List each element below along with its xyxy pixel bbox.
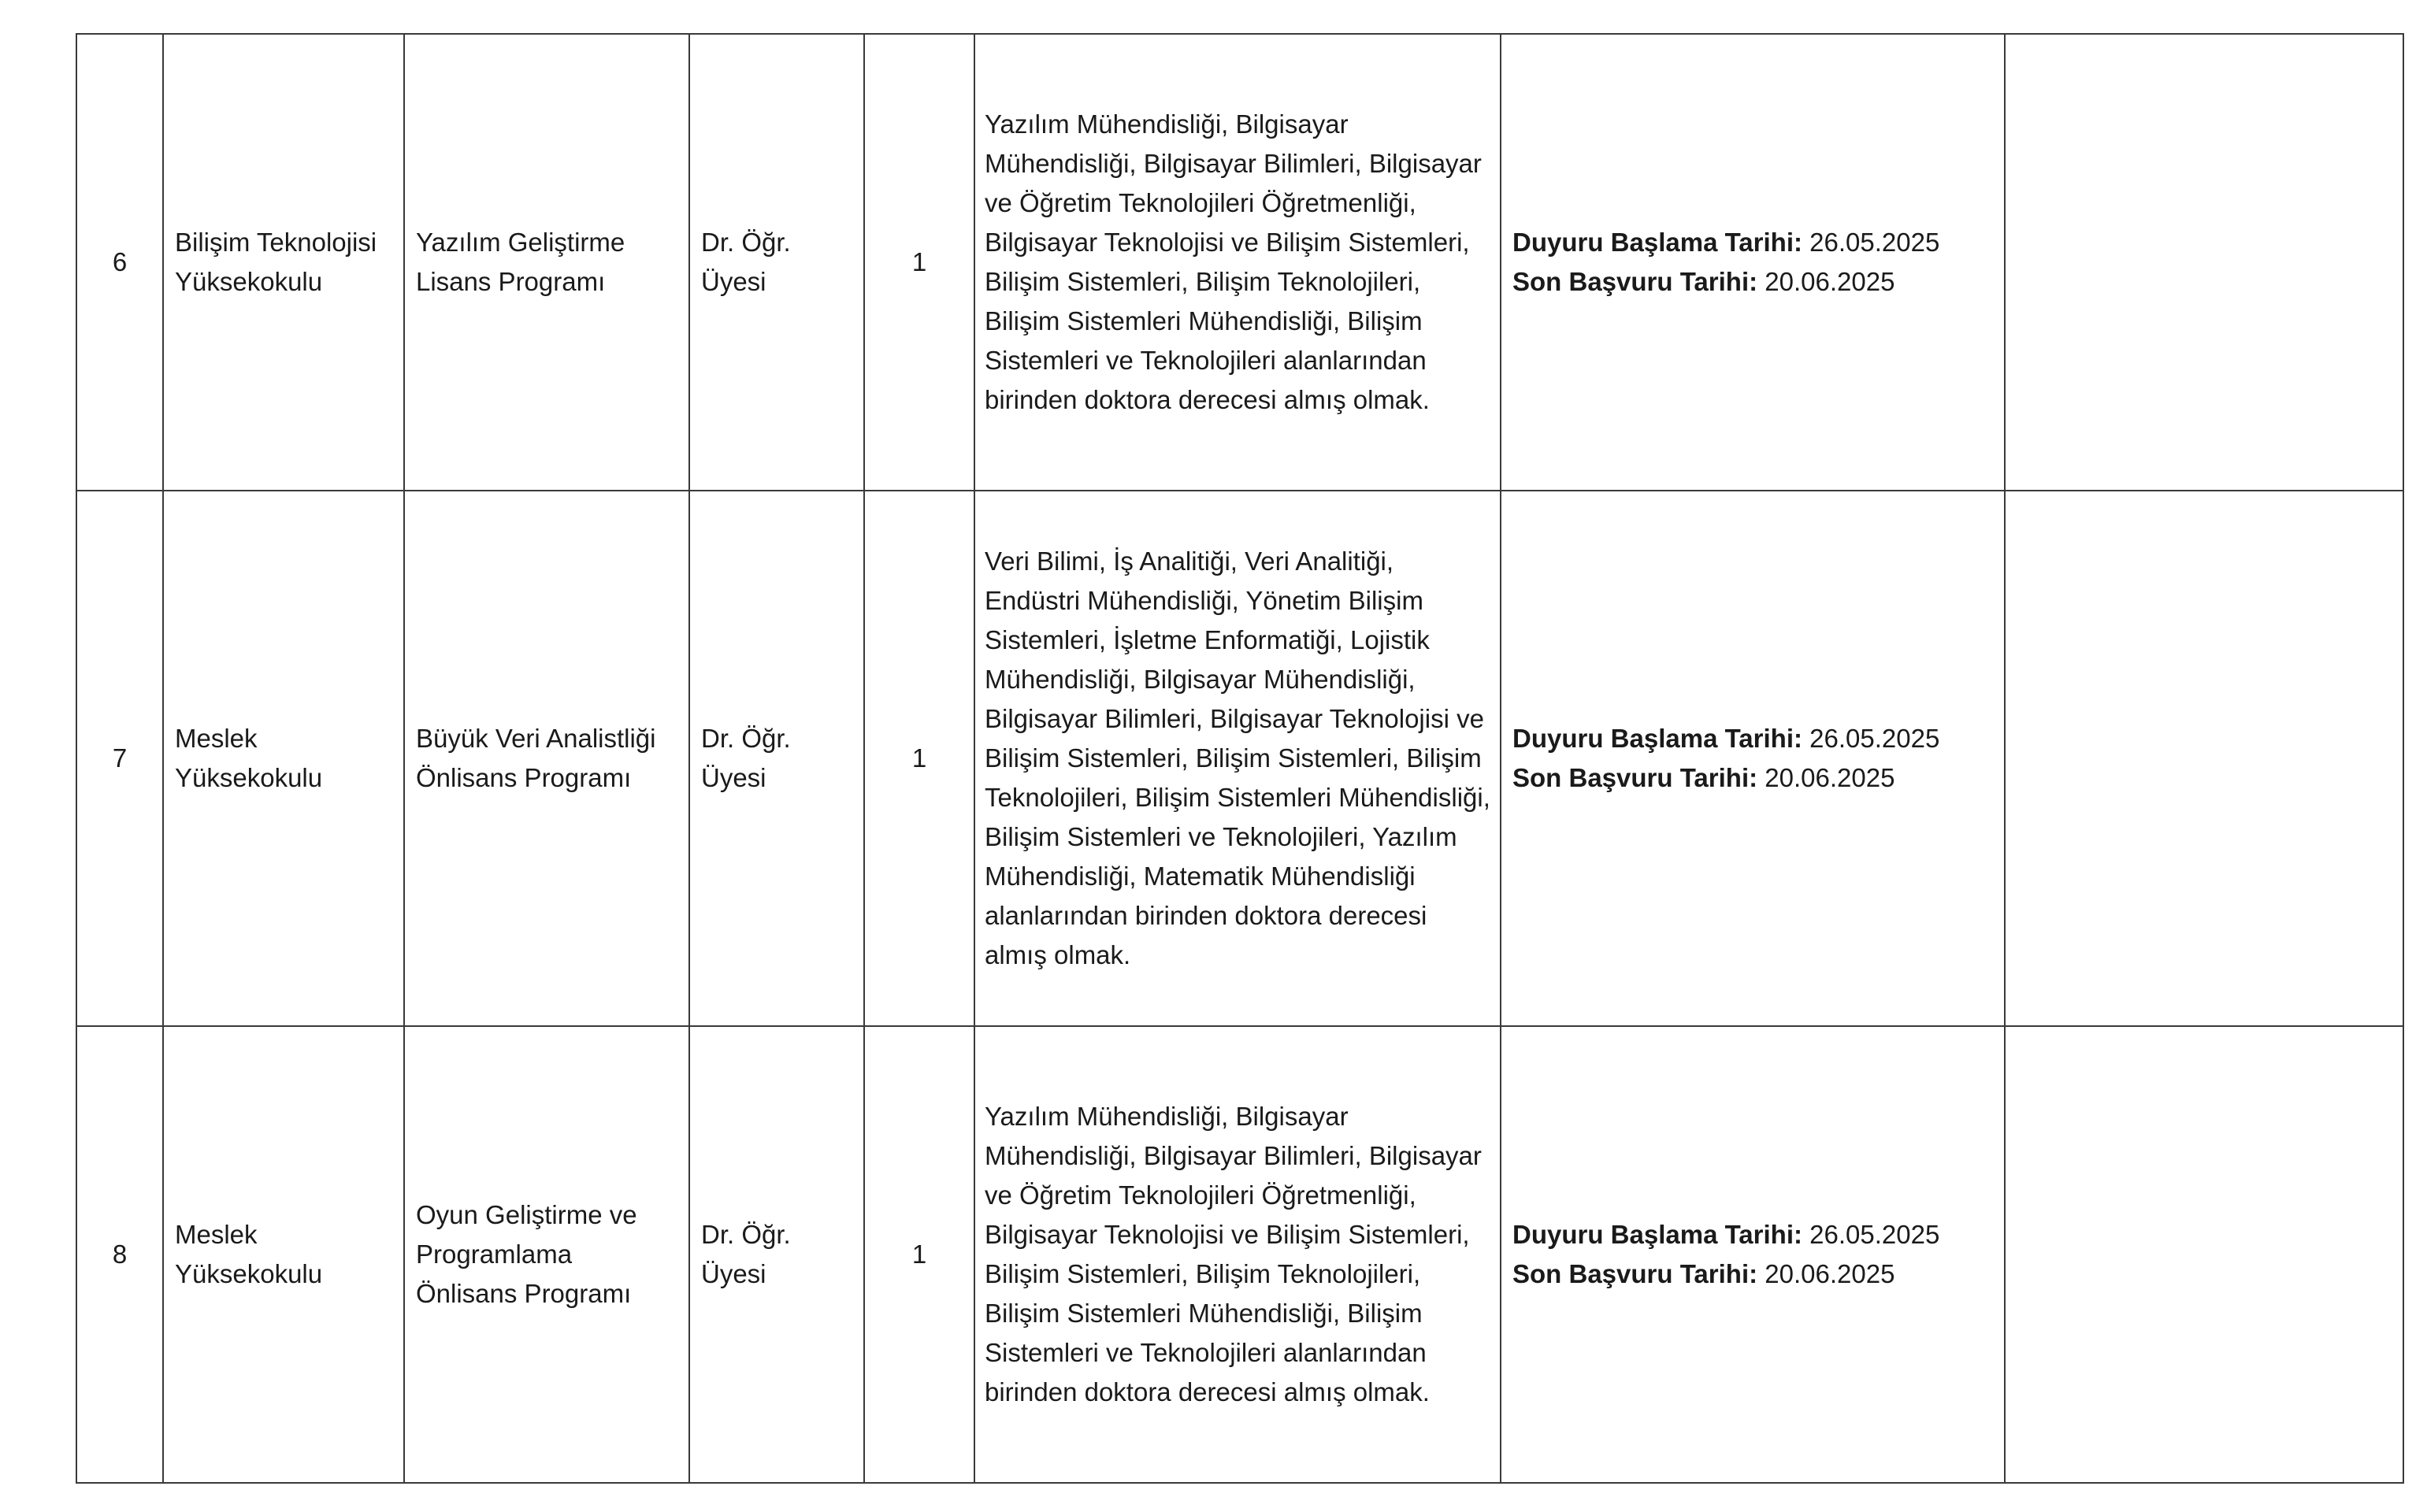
start-date-line [1512, 223, 1993, 262]
title-text: Dr. Öğr. Üyesi [701, 1220, 791, 1288]
notes-cell [2005, 1026, 2403, 1483]
program-text: Yazılım Geliştirme Lisans Programı [416, 228, 625, 296]
program-text: Oyun Geliştirme ve Programlama Önlisans Programı [416, 1200, 637, 1308]
end-date-label: Son Başvuru Tarihi: [1512, 267, 1758, 296]
program-text: Büyük Veri Analistliği Önlisans Programı [416, 724, 656, 792]
end-date-value: 20.06.2025 [1765, 763, 1895, 792]
count-cell: 1 [864, 1026, 974, 1483]
count-cell: 1 [864, 491, 974, 1026]
start-date-label: Duyuru Başlama Tarihi: [1512, 724, 1802, 753]
title-cell [689, 34, 864, 491]
table-row [76, 491, 2403, 1026]
positions-table [76, 33, 2404, 1484]
requirement-text: Yazılım Mühendisliği, Bilgisayar Mühendisliği, Bilgisayar Bilimleri, Bilgisayar ve Öğretim Teknolojileri Öğretmenliği, Bilgisayar Teknolojisi ve Bilişim Sistemleri, Bilişim Sistemleri, Bilişim Teknolojileri, Bilişim Sistemleri Mühendisliği, Bilişim Sistemleri ve Teknolojileri alanlarından birinden doktora derecesi almış olmak. [985, 109, 1482, 414]
requirement-cell [974, 34, 1501, 491]
unit-text: Meslek Yüksekokulu [175, 1220, 323, 1288]
end-date-line [1512, 262, 1993, 302]
program-cell [404, 1026, 689, 1483]
table-row [76, 34, 2403, 491]
title-text: Dr. Öğr. Üyesi [701, 228, 791, 296]
notes-cell [2005, 491, 2403, 1026]
requirement-text: Veri Bilimi, İş Analitiği, Veri Analitiği, Endüstri Mühendisliği, Yönetim Bilişim Sistemleri, İşletme Enformatiği, Lojistik Mühendisliği, Bilgisayar Mühendisliği, Bilgisayar Bilimleri, Bilgisayar Teknolojisi ve Bilişim Sistemleri, Bilişim Sistemleri, Bilişim Teknolojileri, Bilişim Sistemleri Mühendisliği, Bilişim Sistemleri ve Teknolojileri, Yazılım Mühendisliği, Matematik Mühendisliği alanlarından birinden doktora derecesi almış olmak. [985, 547, 1490, 969]
program-cell [404, 491, 689, 1026]
end-date-value: 20.06.2025 [1765, 1259, 1895, 1288]
end-date-label: Son Başvuru Tarihi: [1512, 763, 1758, 792]
dates-cell [1501, 34, 2005, 491]
end-date-line [1512, 1254, 1993, 1294]
program-cell [404, 34, 689, 491]
end-date-value: 20.06.2025 [1765, 267, 1895, 296]
dates-cell [1501, 1026, 2005, 1483]
row-number: 7 [76, 491, 163, 1026]
count-cell: 1 [864, 34, 974, 491]
start-date-value: 26.05.2025 [1809, 724, 1940, 753]
start-date-value: 26.05.2025 [1809, 1220, 1940, 1249]
start-date-label: Duyuru Başlama Tarihi: [1512, 228, 1802, 257]
start-date-line [1512, 1215, 1993, 1254]
requirement-text: Yazılım Mühendisliği, Bilgisayar Mühendisliği, Bilgisayar Bilimleri, Bilgisayar ve Öğretim Teknolojileri Öğretmenliği, Bilgisayar Teknolojisi ve Bilişim Sistemleri, Bilişim Sistemleri, Bilişim Teknolojileri, Bilişim Sistemleri Mühendisliği, Bilişim Sistemleri ve Teknolojileri alanlarından birinden doktora derecesi almış olmak. [985, 1102, 1482, 1406]
unit-cell [163, 491, 404, 1026]
title-cell [689, 1026, 864, 1483]
start-date-label: Duyuru Başlama Tarihi: [1512, 1220, 1802, 1249]
unit-cell [163, 1026, 404, 1483]
end-date-label: Son Başvuru Tarihi: [1512, 1259, 1758, 1288]
title-cell [689, 491, 864, 1026]
notes-cell [2005, 34, 2403, 491]
unit-text: Bilişim Teknolojisi Yüksekokulu [175, 228, 377, 296]
row-number: 6 [76, 34, 163, 491]
unit-cell [163, 34, 404, 491]
requirement-cell [974, 491, 1501, 1026]
title-text: Dr. Öğr. Üyesi [701, 724, 791, 792]
end-date-line [1512, 758, 1993, 798]
start-date-line [1512, 719, 1993, 758]
table-row [76, 1026, 2403, 1483]
requirement-cell [974, 1026, 1501, 1483]
row-number: 8 [76, 1026, 163, 1483]
unit-text: Meslek Yüksekokulu [175, 724, 323, 792]
dates-cell [1501, 491, 2005, 1026]
start-date-value: 26.05.2025 [1809, 228, 1940, 257]
